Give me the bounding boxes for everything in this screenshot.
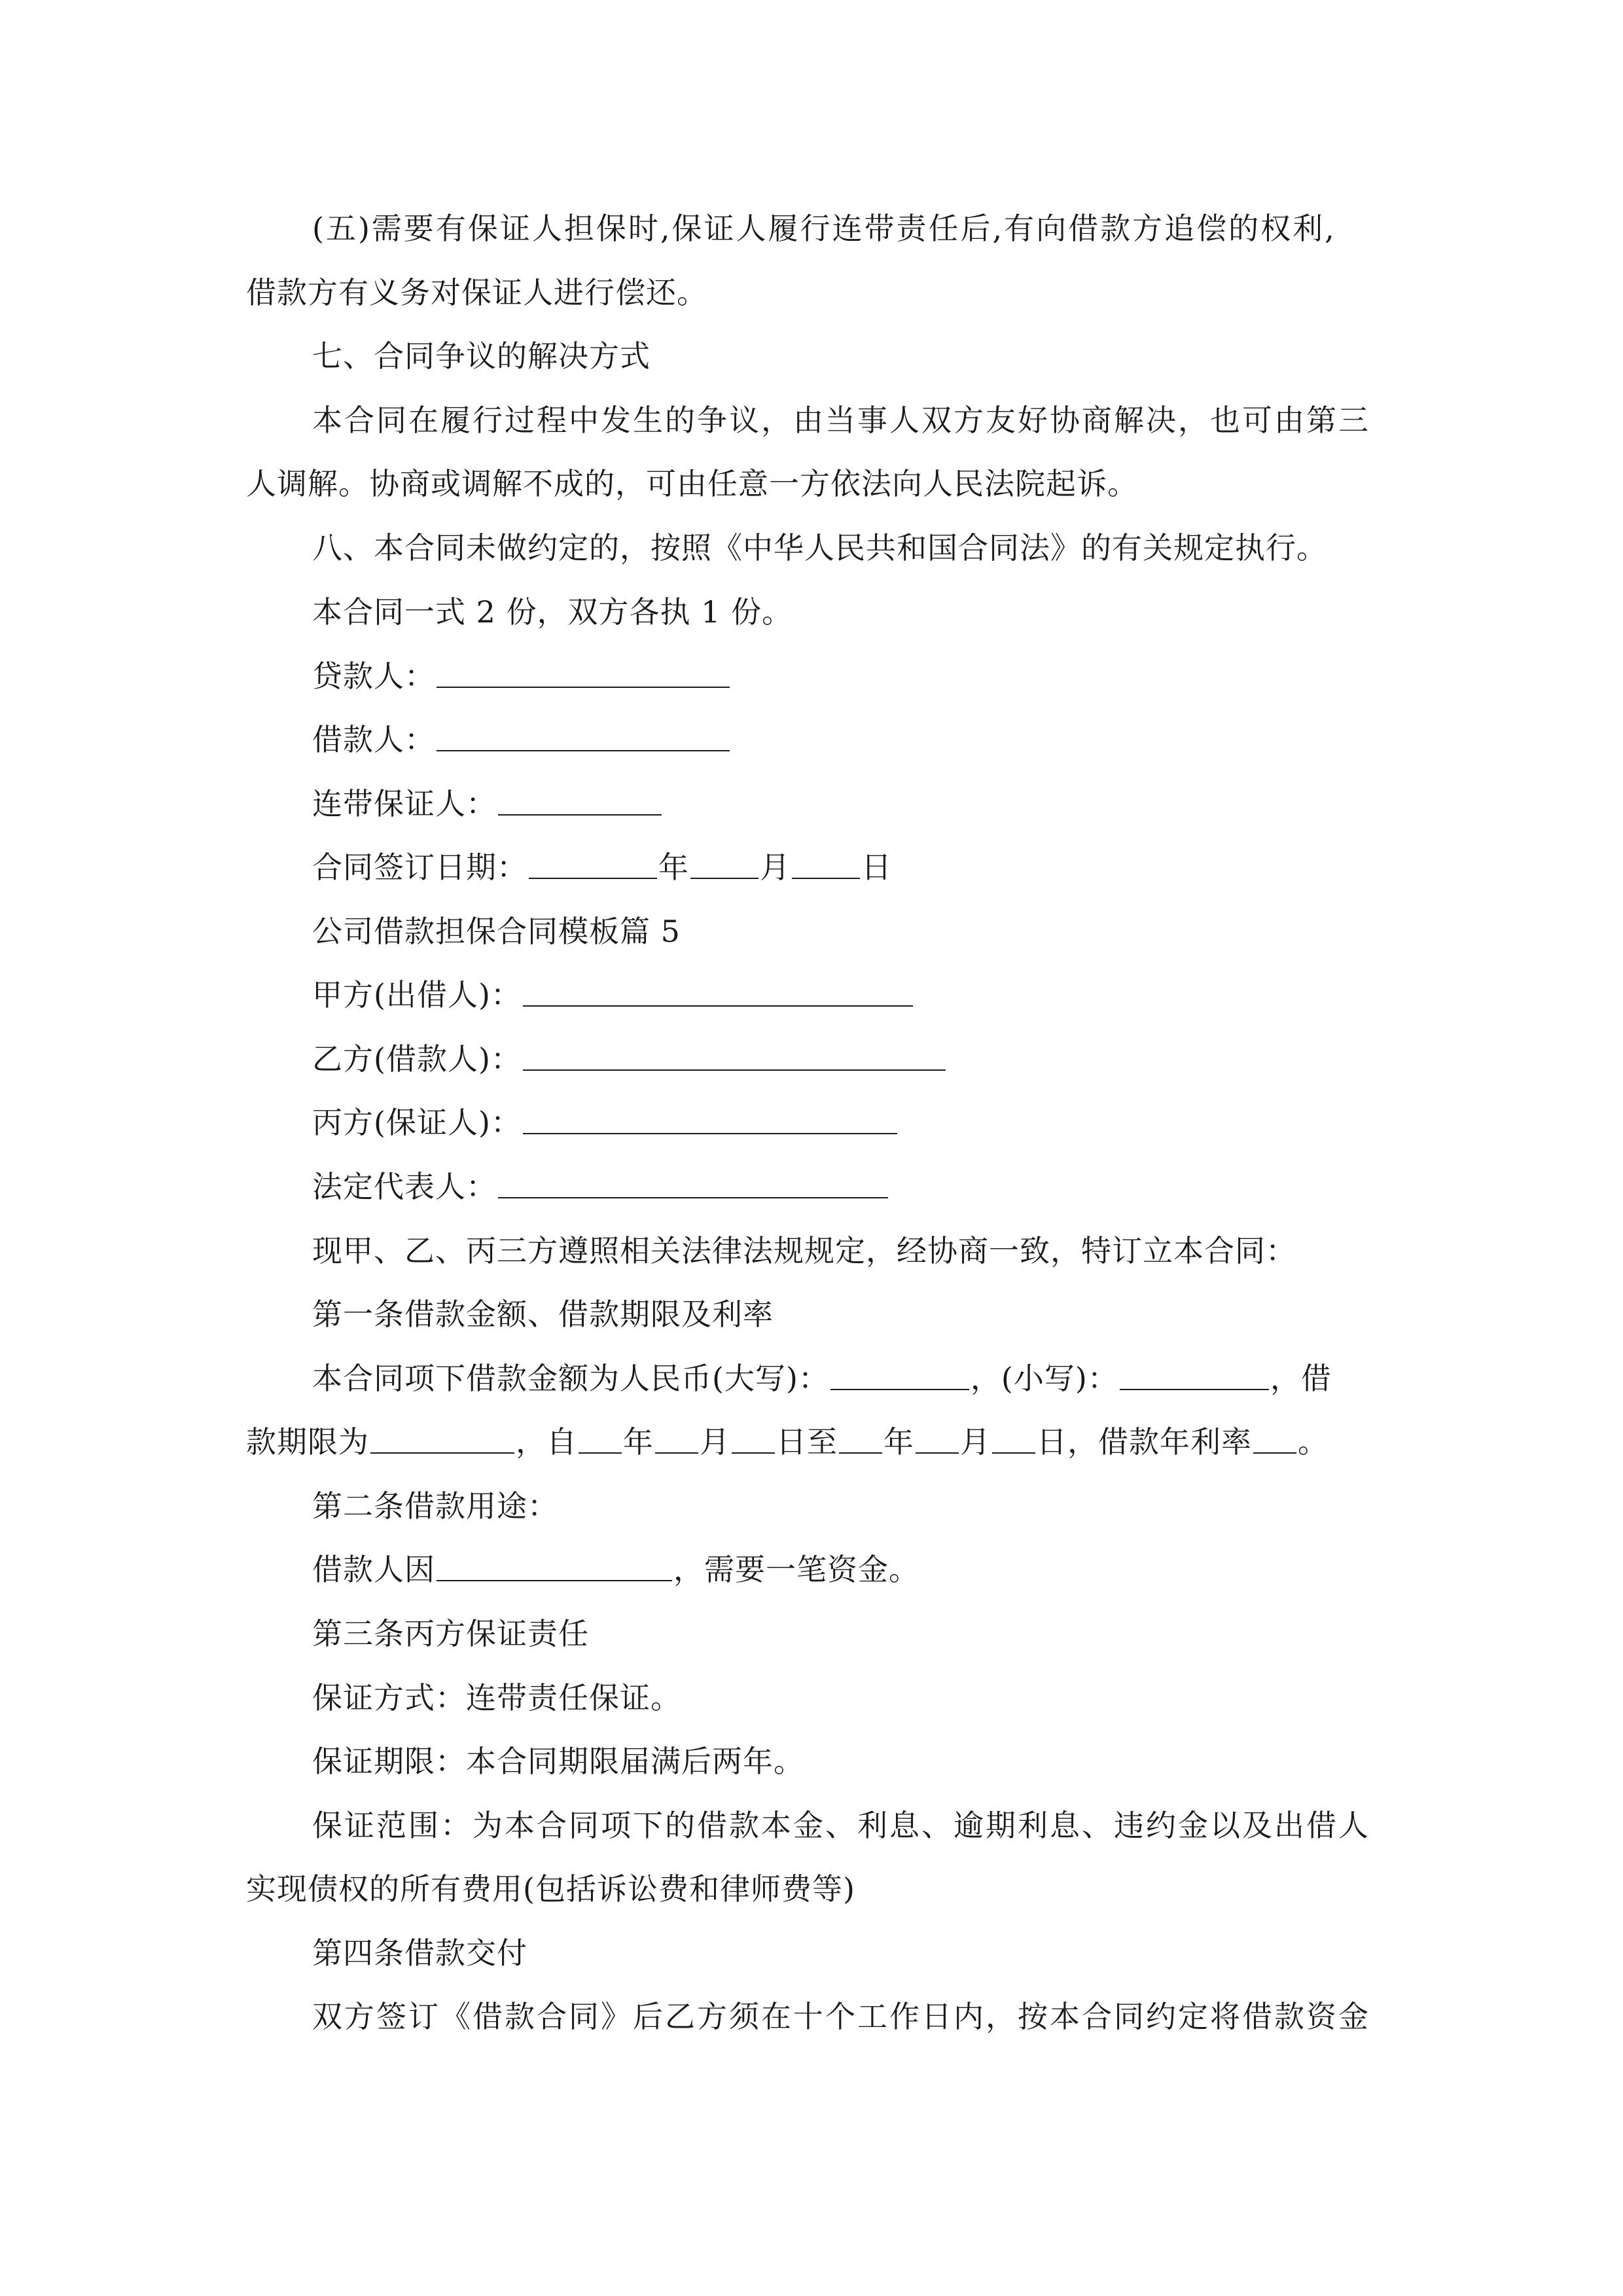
- party-a-line: [312, 976, 914, 1014]
- amount-upper-label: 本合同项下借款金额为人民币(大写)：: [312, 1361, 829, 1396]
- lender-label: 贷款人：: [312, 658, 435, 694]
- borrower-signature-line: [312, 721, 731, 759]
- purpose-blank: [437, 1551, 672, 1581]
- legal-rep-blank: [498, 1168, 888, 1198]
- legal-rep-label: 法定代表人：: [312, 1169, 497, 1204]
- lender-signature-line: [312, 657, 731, 695]
- sign-year-blank: [529, 849, 657, 879]
- start-year-label: 年: [623, 1424, 654, 1460]
- to-label: 日至: [776, 1424, 838, 1460]
- sign-date-label: 合同签订日期：: [312, 850, 527, 885]
- lender-blank: [437, 658, 730, 688]
- purpose-end: ，需要一笔资金。: [673, 1552, 919, 1587]
- party-b-line: [312, 1040, 947, 1078]
- sign-month-blank: [690, 849, 758, 879]
- end-day-blank: [992, 1424, 1035, 1454]
- section-seven-heading: 七、合同争议的解决方式: [312, 338, 651, 374]
- guarantee-scope-line2: 实现债权的所有费用(包括诉讼费和律师费等): [246, 1871, 855, 1907]
- start-day-blank: [732, 1424, 775, 1454]
- party-a-label: 甲方(出借人)：: [312, 977, 522, 1013]
- amount-lower-label: ，(小写)：: [970, 1361, 1118, 1396]
- party-c-line: [312, 1103, 899, 1141]
- template-title: 公司借款担保合同模板篇 5: [312, 914, 681, 949]
- month-label: 月: [760, 850, 791, 885]
- copies-note: 本合同一式 2 份，双方各执 1 份。: [312, 594, 793, 630]
- article-two-title: 第二条借款用途：: [312, 1488, 558, 1524]
- article-three-title: 第三条丙方保证责任: [312, 1616, 589, 1651]
- party-a-blank: [523, 977, 913, 1007]
- sign-day-blank: [792, 849, 860, 879]
- article-one-line2-end: 。: [1298, 1424, 1329, 1460]
- from-label: ，自: [516, 1424, 577, 1460]
- article-four-title: 第四条借款交付: [312, 1935, 527, 1971]
- sign-date-line: [312, 848, 892, 886]
- party-b-blank: [523, 1041, 946, 1071]
- interest-rate-blank: [1253, 1424, 1296, 1454]
- guarantee-method: 保证方式：连带责任保证。: [312, 1680, 681, 1715]
- guarantor-blank: [498, 785, 662, 816]
- interest-rate-label: 日，借款年利率: [1037, 1424, 1252, 1460]
- guarantor-label: 连带保证人：: [312, 786, 497, 821]
- para-seven-line2: 人调解。协商或调解不成的，可由任意一方依法向人民法院起诉。: [246, 466, 1138, 501]
- article-one-title: 第一条借款金额、借款期限及利率: [312, 1297, 774, 1332]
- end-month-blank: [916, 1424, 959, 1454]
- amount-lower-blank: [1120, 1360, 1269, 1390]
- start-year-blank: [579, 1424, 622, 1454]
- party-b-label: 乙方(借款人)：: [312, 1041, 522, 1077]
- term-blank: [370, 1424, 514, 1454]
- legal-rep-line: [312, 1168, 889, 1206]
- para-seven-line1: 本合同在履行过程中发生的争议，由当事人双方友好协商解决，也可由第三: [312, 403, 1370, 438]
- start-month-label: 月: [700, 1424, 730, 1460]
- end-year-blank: [839, 1424, 882, 1454]
- borrower-label: 借款人：: [312, 722, 435, 757]
- borrower-blank: [437, 721, 730, 751]
- guarantee-scope-line1: 保证范围：为本合同项下的借款本金、利息、逾期利息、违约金以及出借人: [312, 1808, 1370, 1843]
- article-one-line1: [312, 1359, 1332, 1397]
- end-year-label: 年: [883, 1424, 914, 1460]
- party-c-label: 丙方(保证人)：: [312, 1105, 522, 1140]
- guarantor-signature-line: [312, 785, 663, 823]
- article-one-line2: [246, 1423, 1329, 1461]
- section-eight: 八、本合同未做约定的，按照《中华人民共和国合同法》的有关规定执行。: [312, 530, 1327, 565]
- amount-upper-blank: [830, 1360, 969, 1390]
- term-label: 款期限为: [246, 1424, 369, 1460]
- article-two-purpose: [312, 1551, 919, 1588]
- end-month-label: 月: [960, 1424, 991, 1460]
- year-label: 年: [658, 850, 689, 885]
- article-four-line1: 双方签订《借款合同》后乙方须在十个工作日内，按本合同约定将借款资金: [312, 1999, 1370, 2034]
- purpose-label: 借款人因: [312, 1552, 435, 1587]
- intro-paragraph: 现甲、乙、丙三方遵照相关法律法规规定，经协商一致，特订立本合同：: [312, 1233, 1296, 1268]
- start-month-blank: [655, 1424, 698, 1454]
- guarantee-period: 保证期限：本合同期限届满后两年。: [312, 1744, 804, 1779]
- day-label: 日: [861, 850, 892, 885]
- para-five-line2: 借款方有义务对保证人进行偿还。: [246, 275, 707, 310]
- party-c-blank: [523, 1104, 897, 1134]
- para-five-line1: (五)需要有保证人担保时,保证人履行连带责任后,有向借款方追偿的权利,: [312, 211, 1336, 246]
- article-one-line1-end: ，借: [1270, 1361, 1332, 1396]
